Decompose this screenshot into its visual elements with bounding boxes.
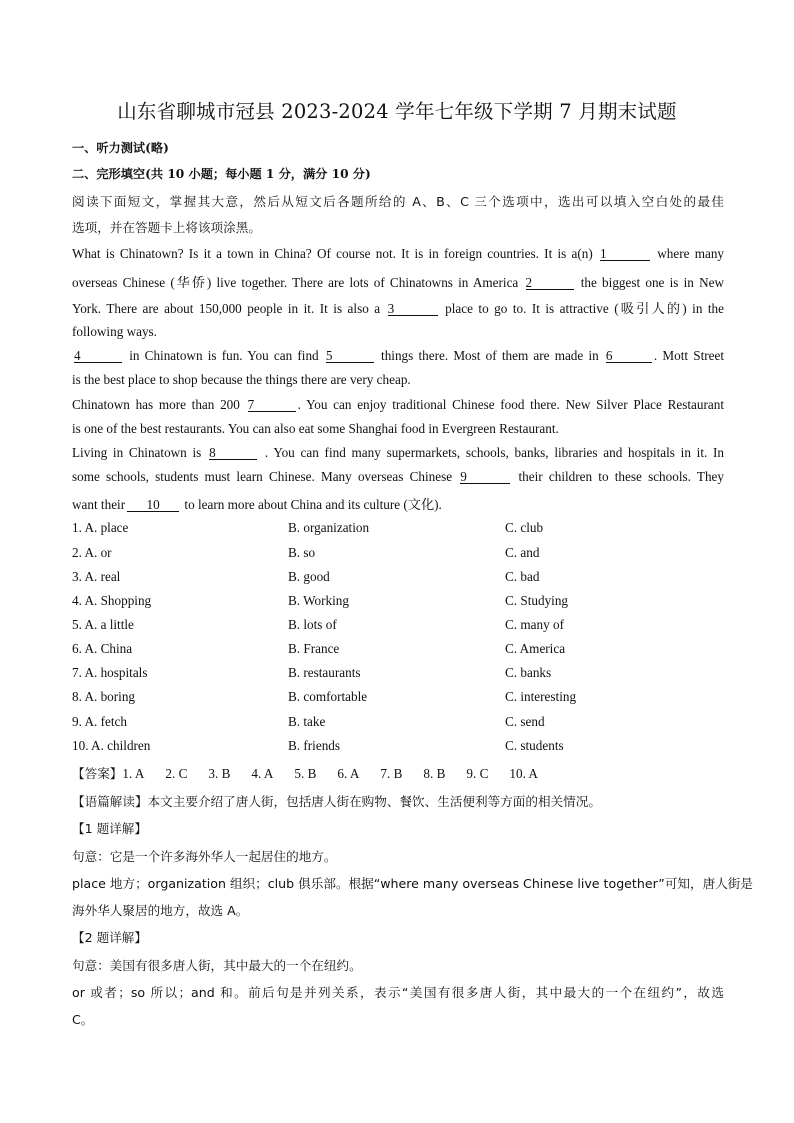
option-b: B. so [288,545,316,560]
option-a: 9. A. fetch [72,714,127,729]
passage-text: things there. Most of them are made in [381,348,599,363]
answer-item: 5. B [294,766,317,781]
passage-text: . Mott Street [653,348,725,363]
answer-item: 3. B [208,766,231,781]
option-a: 8. A. boring [72,689,136,704]
passage-text: their children to these schools. They [518,469,725,484]
passage-text: . You can find many supermarkets, schools, banks, libraries and hospitals in it. In [264,445,725,460]
detail-2-meaning: 句意：美国有很多唐人街，其中最大的一个在纽约。 [72,958,362,973]
passage-text: to learn more about China and its culture (文化). [184,497,442,512]
detail-1-explanation: place 地方；organization 组织；club 俱乐部。根据“where many overseas Chinese live together”可知，唐人街是 [72,876,753,891]
option-a: 2. A. or [72,545,112,560]
section-cloze: 二、完形填空(共 10 小题；每小题 1 分，满分 10 分) [72,167,371,181]
passage-line [72,397,724,413]
option-a: 5. A. a little [72,617,134,632]
blank-5: 5 [326,349,374,363]
passage-text: overseas Chinese (华侨) live together. There are lots of Chinatowns in America [72,275,519,290]
detail-2-explanation: C。 [72,1012,94,1027]
option-c: C. send [505,714,545,729]
option-a: 1. A. place [72,520,129,535]
blank-10: 10 [127,498,179,512]
blank-9: 9 [460,470,510,484]
passage-text: What is Chinatown? Is it a town in China? Of course not. It is in foreign countries. It is a(n) [72,246,593,261]
blank-4: 4 [74,349,122,363]
option-c: C. many of [505,617,564,632]
passage-text: the biggest one is in New [580,275,725,290]
option-c: C. students [505,738,564,753]
option-b: B. good [288,569,330,584]
option-a: 4. A. Shopping [72,593,152,608]
analysis [72,791,724,810]
blank-1: 1 [600,247,650,261]
passage-line [72,272,724,291]
passage-text: Chinatown has more than 200 [72,397,240,412]
blank-8: 8 [209,446,257,460]
answer-item: 2. C [165,766,188,781]
passage-text: in Chinatown is fun. You can find [129,348,319,363]
answer-item: 8. B [423,766,446,781]
passage-line [72,469,724,485]
option-c: C. banks [505,665,552,680]
passage-line [72,298,724,317]
blank-3: 3 [388,302,438,316]
passage-text: some schools, students must learn Chinese. Many overseas Chinese [72,469,453,484]
option-c: C. America [505,641,566,656]
option-c: C. interesting [505,689,577,704]
passage-line [72,348,724,364]
detail-2-heading: 【2 题详解】 [72,930,147,945]
option-a: 3. A. real [72,569,121,584]
detail-1-explanation: 海外华人聚居的地方，故选 A。 [72,903,249,918]
option-a: 6. A. China [72,641,133,656]
option-b: B. organization [288,520,370,535]
passage-text: Living in Chinatown is [72,445,202,460]
answer-label: 【答案】 [72,766,123,781]
option-b: B. friends [288,738,341,753]
detail-2-explanation: or 或者；so 所以；and 和。前后句是并列关系，表示“美国有很多唐人街，其中最大的一个在纽约”，故选 [72,985,724,1000]
passage-text: want their [72,497,126,512]
option-b: B. France [288,641,340,656]
answer-item: 4. A [251,766,274,781]
option-a: 7. A. hospitals [72,665,148,680]
passage-line [72,494,724,513]
blank-7: 7 [248,398,296,412]
analysis-label: 【语篇解读】 [72,794,148,809]
passage-text: where many [657,246,725,261]
answer-item: 1. A [122,766,145,781]
page-title: 山东省聊城市冠县 2023-2024 学年七年级下学期 7 月期末试题 [117,100,677,123]
section-listening: 一、听力测试(略) [72,141,169,155]
passage-line: is the best place to shop because the things there are very cheap. [72,372,411,387]
answer-item: 6. A [337,766,360,781]
answer-key [72,763,724,782]
analysis-text: 本文主要介绍了唐人街，包括唐人街在购物、餐饮、生活便利等方面的相关情况。 [147,794,601,809]
answer-item: 10. A [509,766,538,781]
detail-1-heading: 【1 题详解】 [72,821,147,836]
option-b: B. take [288,714,326,729]
passage-line: following ways. [72,324,157,339]
blank-6: 6 [606,349,652,363]
option-c: C. bad [505,569,540,584]
option-b: B. lots of [288,617,337,632]
option-c: C. club [505,520,544,535]
passage-text: . You can enjoy traditional Chinese food there. New Silver Place Restaurant [297,397,724,412]
passage-text: place to go to. It is attractive (吸引人的) in the [445,301,725,316]
instruction-line-1: 阅读下面短文，掌握其大意，然后从短文后各题所给的 A、B、C 三个选项中，选出可以填入空白处的最佳 [72,194,724,209]
passage-line [72,445,724,461]
detail-1-meaning: 句意：它是一个许多海外华人一起居住的地方。 [72,849,337,864]
option-c: C. Studying [505,593,569,608]
blank-2: 2 [526,276,574,290]
option-c: C. and [505,545,540,560]
option-a: 10. A. children [72,738,151,753]
passage-text: York. There are about 150,000 people in it. It is also a [72,301,381,316]
answer-item: 7. B [380,766,403,781]
option-b: B. Working [288,593,349,608]
instruction-line-2: 选项，并在答题卡上将该项涂黑。 [72,220,261,235]
option-b: B. comfortable [288,689,368,704]
passage-line [72,246,724,262]
option-b: B. restaurants [288,665,361,680]
passage-line: is one of the best restaurants. You can also eat some Shanghai food in Evergreen Restaurant. [72,421,559,436]
answer-item: 9. C [466,766,489,781]
